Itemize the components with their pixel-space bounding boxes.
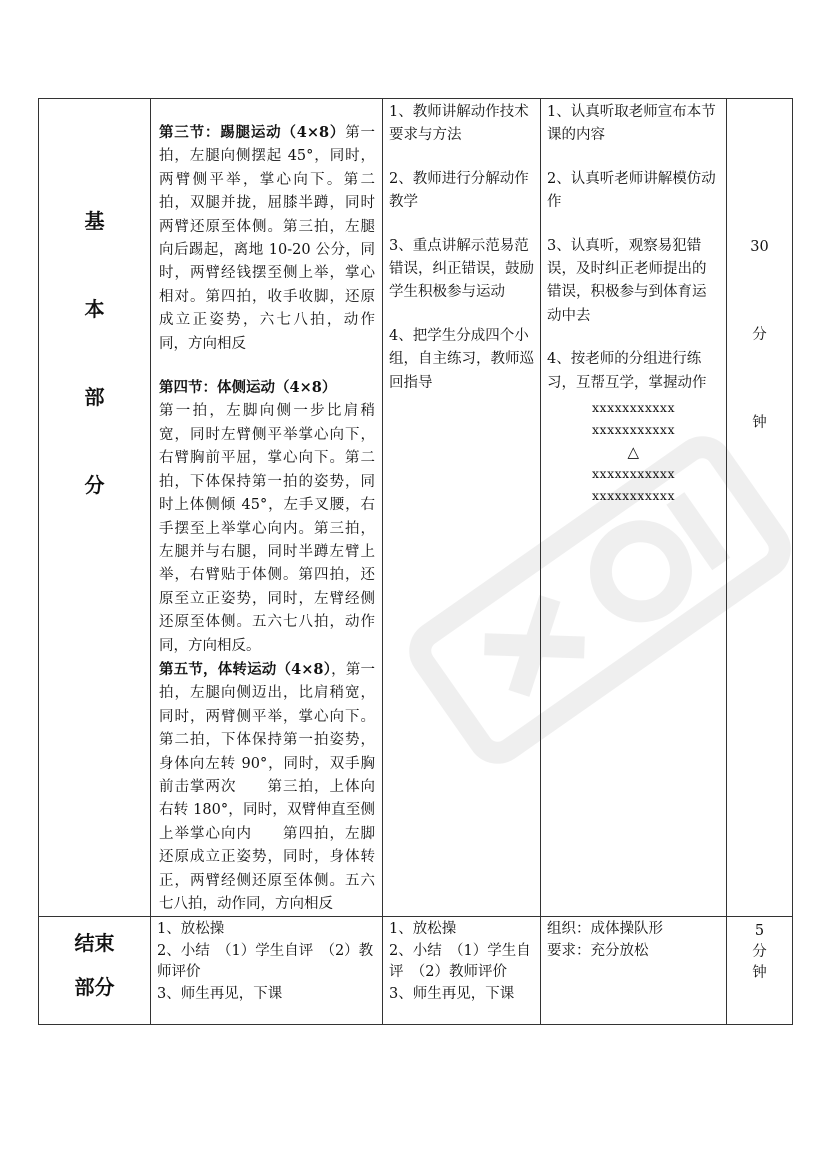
end-teacher-cell — [383, 917, 541, 1025]
section-4-body: 第一拍，左脚向侧一步比肩稍宽，同时左臂侧平举掌心向下，右臂胸前平屈，掌心向下。第二拍，下体保持第一拍的姿势，同时上体侧倾 45°，左手叉腰，右手摆至上举掌心向内。第三拍，左腿并与右腿，同时半蹲左臂上举，右臂贴于体侧。第四拍，还原至立正姿势，同时，左臂经侧还原至体侧。五六七八拍，动作同，方向相反。 — [159, 403, 375, 654]
main-content-cell — [151, 99, 383, 917]
time-value: 5 — [754, 923, 765, 940]
section-4-title: 第四节：体侧运动（4×8） — [159, 379, 337, 397]
section-3-body: 第一拍，左腿向侧摆起 45°，同时，两臂侧平举，掌心向下。第二拍，双腿并拢，屈膝半蹲，同时两臂还原至体侧。第三拍，左腿向后踢起，离地 10-20 公分，同时，两臂经钱摆至侧上举，掌心相对。第四拍，收手收脚，还原成立正姿势，六七八拍，动作同，方向相反 — [159, 125, 376, 352]
end-content-line: 1、放松操 — [157, 921, 225, 938]
main-student-cell — [541, 99, 727, 917]
main-teacher-cell — [383, 99, 541, 917]
student-step: 2、认真听老师讲解模仿动作 — [547, 170, 716, 211]
main-label-char: 分 — [84, 473, 105, 497]
section-5-body: ，第一拍，左腿向侧迈出，比肩稍宽，同时，两臂侧平举，掌心向下。第二拍，下体保持第一拍姿势，身体向左转 90°，同时，双手胸前击掌两次 第三拍，上体向右转 180°，同时，双臂伸直至侧上举掌心向内 第四拍，左脚还原成立正姿势，同时，身体转正，两臂经侧还原至体侧。五六七八拍，动作同，方向相反 — [159, 661, 376, 912]
end-content-cell — [151, 917, 383, 1025]
end-student-cell — [541, 917, 727, 1025]
end-student-line: 组织：成体操队形 — [547, 921, 663, 938]
main-section-label — [39, 99, 151, 917]
section-5-paragraph — [159, 658, 375, 916]
main-label-char: 部 — [84, 385, 105, 409]
section-4-paragraph — [159, 376, 375, 658]
teacher-position-icon: △ — [627, 443, 640, 462]
end-section-label — [39, 917, 151, 1025]
formation-row: xxxxxxxxxxx — [591, 400, 676, 416]
end-section-row — [39, 917, 793, 1025]
main-section-row — [39, 99, 793, 917]
formation-row: xxxxxxxxxxx — [591, 488, 676, 504]
end-label-line: 部分 — [74, 975, 115, 1000]
teacher-step: 2、教师进行分解动作教学 — [389, 170, 529, 211]
time-unit: 分 — [752, 944, 767, 961]
section-3-paragraph — [159, 121, 375, 356]
main-label-char: 本 — [84, 297, 105, 321]
end-student-line: 要求：充分放松 — [547, 942, 649, 959]
group-formation — [547, 397, 720, 507]
end-content-line: 2、小结 （1）学生自评 （2）教师评价 — [157, 942, 374, 981]
student-step: 4、按老师的分组进行练习，互帮互学，掌握动作 — [547, 351, 707, 391]
time-value: 30 — [750, 239, 769, 255]
main-label-char: 基 — [84, 209, 105, 233]
student-step: 1、认真听取老师宣布本节课的内容 — [547, 104, 716, 144]
teacher-step: 4、把学生分成四个小组，自主练习，教师巡回指导 — [389, 327, 534, 391]
formation-row: xxxxxxxxxxx — [591, 466, 676, 482]
end-teacher-line: 1、放松操 — [389, 921, 457, 938]
time-unit: 分 — [752, 327, 767, 343]
end-teacher-line: 3、师生再见，下课 — [389, 985, 515, 1002]
teacher-step: 1、教师讲解动作技术要求与方法 — [389, 104, 529, 144]
end-content-line: 3、师生再见，下课 — [157, 985, 283, 1002]
teacher-step: 3、重点讲解示范易范错误，纠正错误，鼓励学生积极参与运动 — [389, 237, 534, 301]
time-unit: 钟 — [752, 965, 767, 982]
section-5-title: 第五节，体转运动（4×8） — [159, 660, 332, 678]
end-time-cell — [727, 917, 793, 1025]
student-step: 3、认真听，观察易犯错误，及时纠正老师提出的错误，积极参与到体育运动中去 — [547, 237, 707, 324]
formation-row: xxxxxxxxxxx — [591, 422, 676, 438]
end-label-line: 结束 — [74, 931, 115, 956]
end-teacher-line: 2、小结 （1）学生自评 （2）教师评价 — [389, 942, 531, 981]
time-unit: 钟 — [752, 415, 767, 431]
lesson-plan-table — [38, 98, 793, 1025]
main-time-cell — [727, 99, 793, 917]
section-3-title: 第三节：踢腿运动（4×8） — [159, 124, 346, 141]
